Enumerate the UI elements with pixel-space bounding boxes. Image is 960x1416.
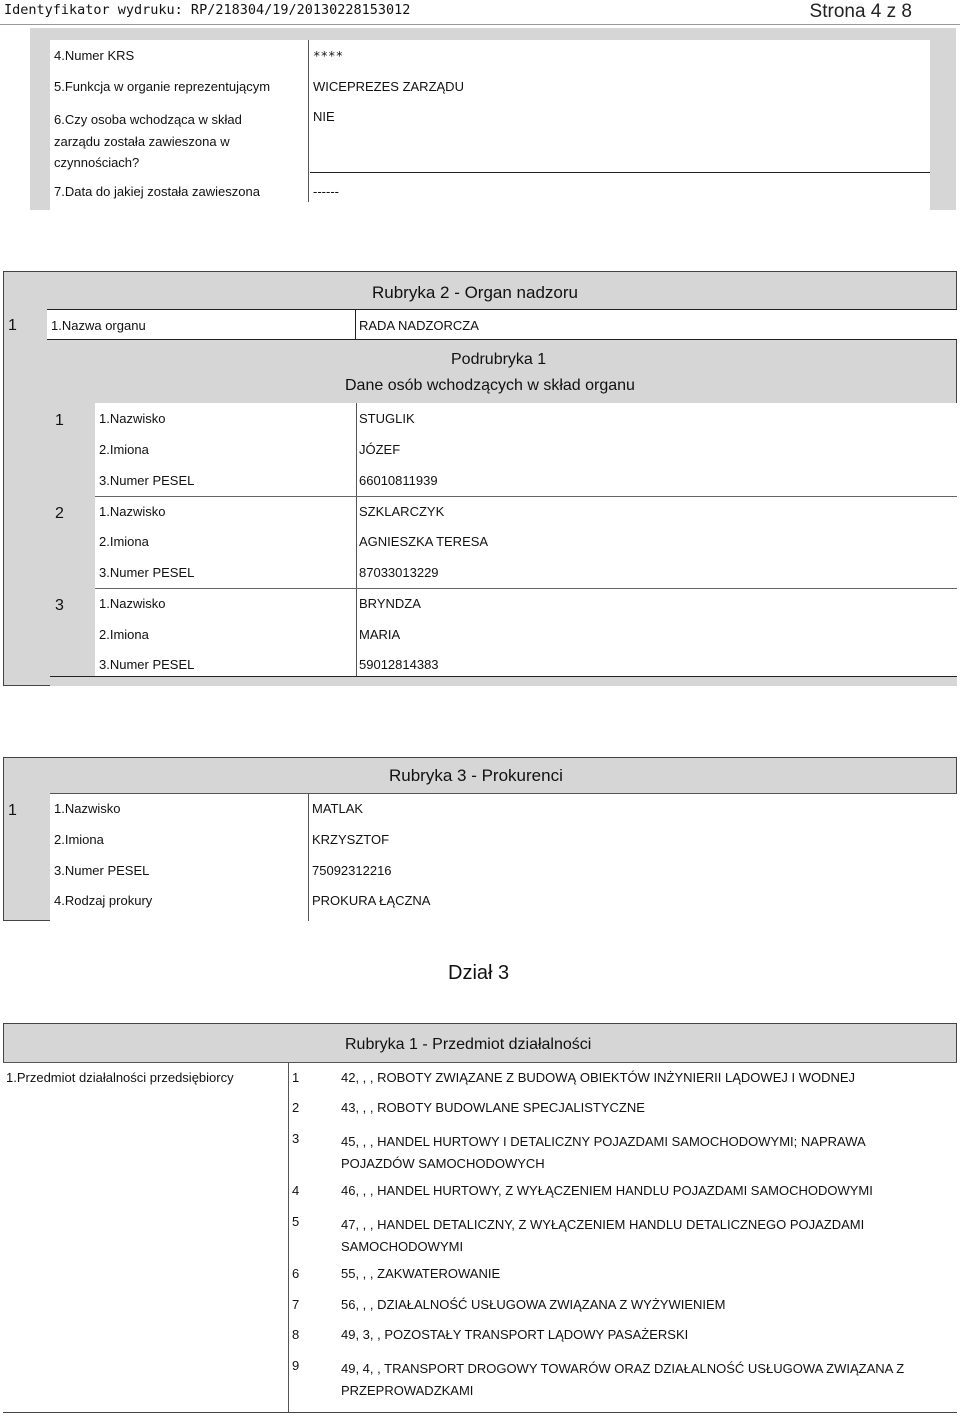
print-identifier: Identyfikator wydruku: RP/218304/19/20130228153012 [4, 2, 411, 18]
pkd-item-text: 43, , , ROBOTY BUDOWLANE SPECJALISTYCZNE [341, 1100, 645, 1115]
pkd-item-no: 4 [292, 1183, 300, 1198]
przedmiot-label: 1.Przedmiot działalności przedsiębiorcy [6, 1070, 234, 1085]
dzial-3-title: Dział 3 [448, 962, 510, 984]
function-value: WICEPREZES ZARZĄDU [313, 79, 464, 94]
podrubryka-subtitle: Dane osób wchodzących w skład organu [345, 377, 635, 394]
prokurent-surname: MATLAK [312, 801, 364, 816]
pkd-item-no: 5 [292, 1214, 300, 1229]
person-3-names: MARIA [359, 627, 401, 642]
rubryka-2-title: Rubryka 2 - Organ nadzoru [372, 283, 578, 302]
prokurent-surname-label: 1.Nazwisko [54, 801, 121, 816]
pkd-item-text: 42, , , ROBOTY ZWIĄZANE Z BUDOWĄ OBIEKTÓW INŻYNIERII LĄDOWEJ I WODNEJ [341, 1070, 856, 1085]
pkd-item-text: 49, 3, , POZOSTAŁY TRANSPORT LĄDOWY PASAŻERSKI [341, 1327, 689, 1342]
prokura-type-label: 4.Rodzaj prokury [54, 893, 153, 908]
suspended-label: 6.Czy osoba wchodząca w skład zarządu została zawieszona w czynnościach? [54, 112, 242, 170]
pkd-item-no: 3 [292, 1131, 300, 1146]
person-1-surname: STUGLIK [359, 411, 415, 426]
person-3-names-label: 2.Imiona [99, 627, 149, 642]
pkd-item-no: 8 [292, 1327, 300, 1342]
organ-index: 1 [8, 317, 17, 334]
krs-label: 4.Numer KRS [54, 48, 135, 63]
person-1-pesel-label: 3.Numer PESEL [99, 473, 195, 488]
person-1-no: 1 [55, 412, 64, 429]
suspended-date-label: 7.Data do jakiej została zawieszona [54, 184, 260, 199]
person-1-surname-label: 1.Nazwisko [99, 411, 166, 426]
prokurent-index: 1 [8, 802, 17, 819]
person-2-names: AGNIESZKA TERESA [359, 534, 489, 549]
pkd-item-no: 2 [292, 1100, 300, 1115]
person-3-surname-label: 1.Nazwisko [99, 596, 166, 611]
pkd-item-text: 46, , , HANDEL HURTOWY, Z WYŁĄCZENIEM HANDLU POJAZDAMI SAMOCHODOWYMI [341, 1183, 873, 1198]
pkd-item-text: 49, 4, , TRANSPORT DROGOWY TOWARÓW ORAZ DZIAŁALNOŚĆ USŁUGOWA ZWIĄZANA Z PRZEPROWADZKAMI [341, 1361, 905, 1398]
function-label: 5.Funkcja w organie reprezentującym [54, 79, 271, 94]
person-2-names-label: 2.Imiona [99, 534, 149, 549]
person-1-pesel: 66010811939 [359, 473, 438, 488]
person-1-names: JÓZEF [359, 442, 401, 457]
pkd-item-text: 56, , , DZIAŁALNOŚĆ USŁUGOWA ZWIĄZANA Z WYŻYWIENIEM [341, 1297, 726, 1312]
pkd-item-no: 7 [292, 1297, 300, 1312]
person-2-no: 2 [55, 505, 64, 522]
person-3-no: 3 [55, 597, 64, 614]
pkd-item-no: 6 [292, 1266, 300, 1281]
prokurent-names: KRZYSZTOF [312, 832, 390, 847]
pkd-item-text: 47, , , HANDEL DETALICZNY, Z WYŁĄCZENIEM HANDLU DETALICZNEGO POJAZDAMI SAMOCHODOWYMI [341, 1217, 865, 1254]
suspended-value: NIE [313, 109, 335, 124]
przedmiot-rubryka-title: Rubryka 1 - Przedmiot działalności [345, 1036, 592, 1053]
krs-value: **** [313, 48, 344, 63]
page-number: Strona 4 z 8 [809, 1, 912, 22]
prokurent-names-label: 2.Imiona [54, 832, 104, 847]
rubryka-3-title: Rubryka 3 - Prokurenci [389, 766, 563, 785]
person-2-pesel: 87033013229 [359, 565, 439, 580]
person-2-surname: SZKLARCZYK [359, 504, 445, 519]
person-2-surname-label: 1.Nazwisko [99, 504, 166, 519]
prokura-type-value: PROKURA ŁĄCZNA [312, 893, 431, 908]
person-2-pesel-label: 3.Numer PESEL [99, 565, 195, 580]
pkd-item-text: 45, , , HANDEL HURTOWY I DETALICZNY POJAZDAMI SAMOCHODOWYMI; NAPRAWA POJAZDÓW SAMOCHODOWYCH [341, 1134, 865, 1171]
pkd-item-no: 1 [292, 1070, 300, 1085]
person-3-surname: BRYNDZA [359, 596, 421, 611]
pkd-item-text: 55, , , ZAKWATEROWANIE [341, 1266, 501, 1281]
prokurent-pesel-label: 3.Numer PESEL [54, 863, 150, 878]
person-1-names-label: 2.Imiona [99, 442, 149, 457]
person-3-pesel-label: 3.Numer PESEL [99, 657, 195, 672]
organ-name-label: 1.Nazwa organu [51, 318, 146, 333]
person-3-pesel: 59012814383 [359, 657, 439, 672]
prokurent-pesel: 75092312216 [312, 863, 392, 878]
pkd-item-no: 9 [292, 1358, 300, 1373]
organ-name-value: RADA NADZORCZA [359, 318, 479, 333]
suspended-date-value: ------ [313, 184, 339, 199]
podrubryka-title: Podrubryka 1 [451, 351, 547, 368]
